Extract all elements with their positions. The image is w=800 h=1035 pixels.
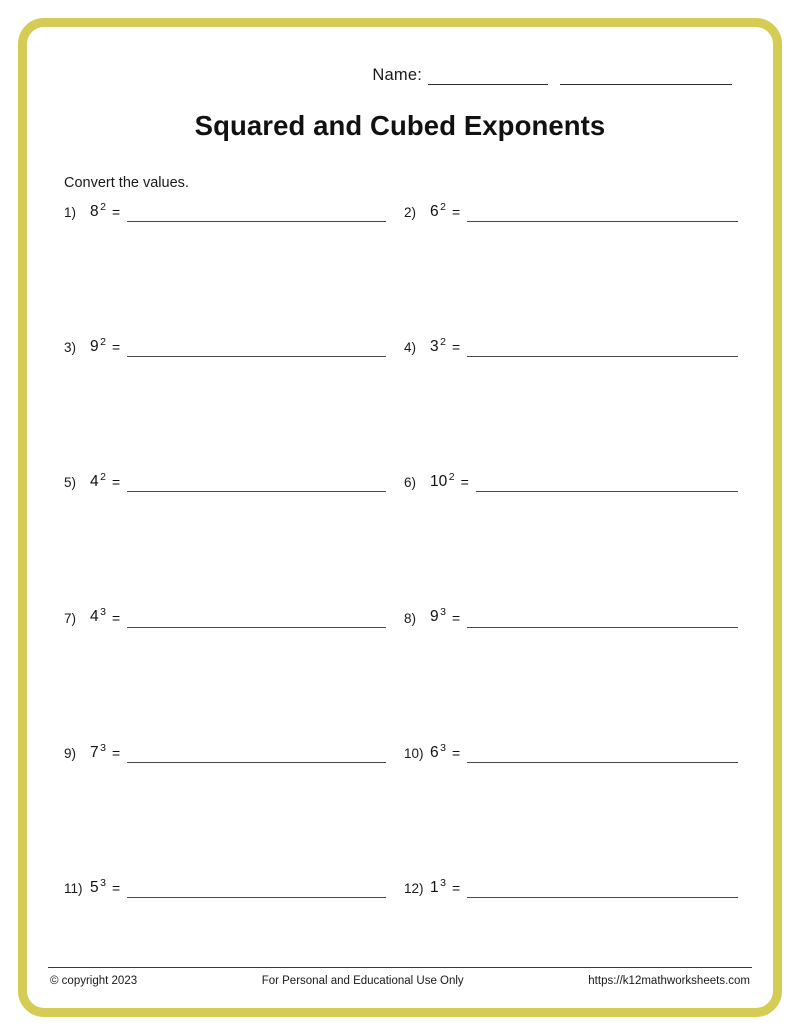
answer-blank[interactable]	[127, 881, 386, 898]
problem-exponent: 2	[440, 336, 446, 349]
problem-base: 8	[90, 203, 99, 221]
equals-sign: =	[451, 609, 461, 626]
problem-number: 2)	[404, 205, 417, 221]
problem-exponent: 2	[100, 201, 106, 213]
problem-exponent: 2	[448, 471, 455, 484]
usage-notice: For Personal and Educational Use Only	[261, 975, 464, 987]
problem-item	[400, 606, 738, 627]
problem-exponent: 3	[440, 876, 446, 889]
problem-row	[62, 201, 738, 222]
problem-item	[400, 471, 738, 492]
name-label: Name:	[372, 66, 422, 84]
problem-expression	[430, 877, 446, 898]
problem-expression	[90, 336, 106, 357]
worksheet-sheet	[34, 34, 766, 1001]
problem-number: 1)	[64, 205, 77, 221]
problem-expression	[430, 606, 446, 627]
problem-exponent: 2	[100, 471, 106, 484]
answer-blank[interactable]	[127, 340, 386, 357]
problem-row	[62, 742, 738, 763]
problem-expression	[90, 471, 106, 492]
problem-base: 4	[90, 608, 99, 626]
answer-blank[interactable]	[467, 611, 738, 628]
answer-blank[interactable]	[467, 881, 738, 898]
page-footer	[34, 967, 766, 987]
problem-row	[62, 606, 738, 627]
row-spacer	[62, 222, 738, 336]
problem-expression	[430, 471, 455, 492]
problem-number: 6)	[404, 475, 417, 491]
problem-expression	[430, 742, 446, 763]
equals-sign: =	[451, 204, 461, 221]
problem-base: 3	[430, 338, 439, 356]
problem-base: 7	[90, 743, 99, 761]
problem-item	[62, 877, 400, 898]
problem-number: 3)	[64, 340, 77, 356]
page-title: Squared and Cubed Exponents	[194, 110, 606, 141]
answer-blank[interactable]	[467, 340, 738, 357]
problem-exponent: 3	[100, 606, 106, 619]
problem-base: 4	[90, 473, 99, 491]
name-input-short[interactable]	[428, 67, 548, 85]
problem-row	[62, 336, 738, 357]
problem-number: 10)	[404, 745, 424, 761]
problem-number: 12)	[404, 880, 424, 896]
problem-exponent: 3	[440, 741, 446, 754]
row-spacer	[62, 628, 738, 742]
problem-item	[400, 201, 738, 222]
problem-item	[62, 336, 400, 357]
row-spacer	[62, 763, 738, 877]
equals-sign: =	[111, 204, 121, 221]
problem-row	[62, 471, 738, 492]
equals-sign: =	[111, 744, 121, 761]
row-spacer	[62, 357, 738, 471]
problem-base: 6	[430, 743, 439, 761]
instructions-text: Convert the values.	[64, 175, 189, 191]
equals-sign: =	[111, 879, 121, 896]
copyright-text: © copyright 2023	[50, 975, 138, 987]
problem-expression	[90, 201, 106, 222]
problem-base: 6	[430, 203, 439, 221]
answer-blank[interactable]	[467, 746, 738, 763]
problem-number: 4)	[404, 340, 417, 356]
equals-sign: =	[451, 339, 461, 356]
equals-sign: =	[111, 609, 121, 626]
name-input-long[interactable]	[560, 67, 732, 85]
answer-blank[interactable]	[476, 475, 738, 492]
problem-number: 7)	[64, 610, 77, 626]
problem-item	[400, 336, 738, 357]
problem-base: 9	[430, 608, 439, 626]
footer-text-row	[50, 975, 750, 987]
problem-number: 11)	[64, 880, 83, 896]
answer-blank[interactable]	[127, 205, 386, 222]
problem-item	[62, 606, 400, 627]
problem-exponent: 3	[440, 606, 446, 619]
problem-base: 9	[90, 338, 99, 356]
problem-grid	[62, 201, 738, 898]
problem-row	[62, 877, 738, 898]
name-blank-group	[422, 67, 732, 85]
row-spacer	[62, 492, 738, 606]
problem-base: 1	[430, 878, 439, 896]
problem-exponent: 3	[100, 741, 106, 754]
footer-divider	[48, 967, 752, 968]
problem-exponent: 2	[440, 201, 446, 213]
problem-exponent: 3	[100, 876, 106, 889]
problem-number: 9)	[64, 745, 77, 761]
problem-item	[62, 201, 400, 222]
problem-exponent: 2	[100, 336, 106, 349]
equals-sign: =	[111, 339, 121, 356]
equals-sign: =	[460, 474, 469, 491]
answer-blank[interactable]	[127, 611, 386, 628]
equals-sign: =	[111, 474, 121, 491]
problem-expression	[430, 201, 446, 222]
problem-base: 5	[90, 878, 99, 896]
equals-sign: =	[451, 744, 461, 761]
problem-expression	[90, 742, 106, 763]
problem-expression	[90, 606, 106, 627]
answer-blank[interactable]	[467, 205, 738, 222]
problem-expression	[430, 336, 446, 357]
name-field-row	[62, 66, 738, 85]
problem-item	[62, 471, 400, 492]
problem-item	[62, 742, 400, 763]
problem-expression	[90, 877, 106, 898]
answer-blank[interactable]	[127, 746, 386, 763]
source-url: https://k12mathworksheets.com	[588, 975, 750, 987]
problem-item	[400, 742, 738, 763]
problem-number: 8)	[404, 610, 417, 626]
equals-sign: =	[451, 879, 461, 896]
problem-base: 10	[430, 473, 448, 491]
problem-item	[400, 877, 738, 898]
answer-blank[interactable]	[127, 475, 386, 492]
problem-number: 5)	[64, 475, 77, 491]
